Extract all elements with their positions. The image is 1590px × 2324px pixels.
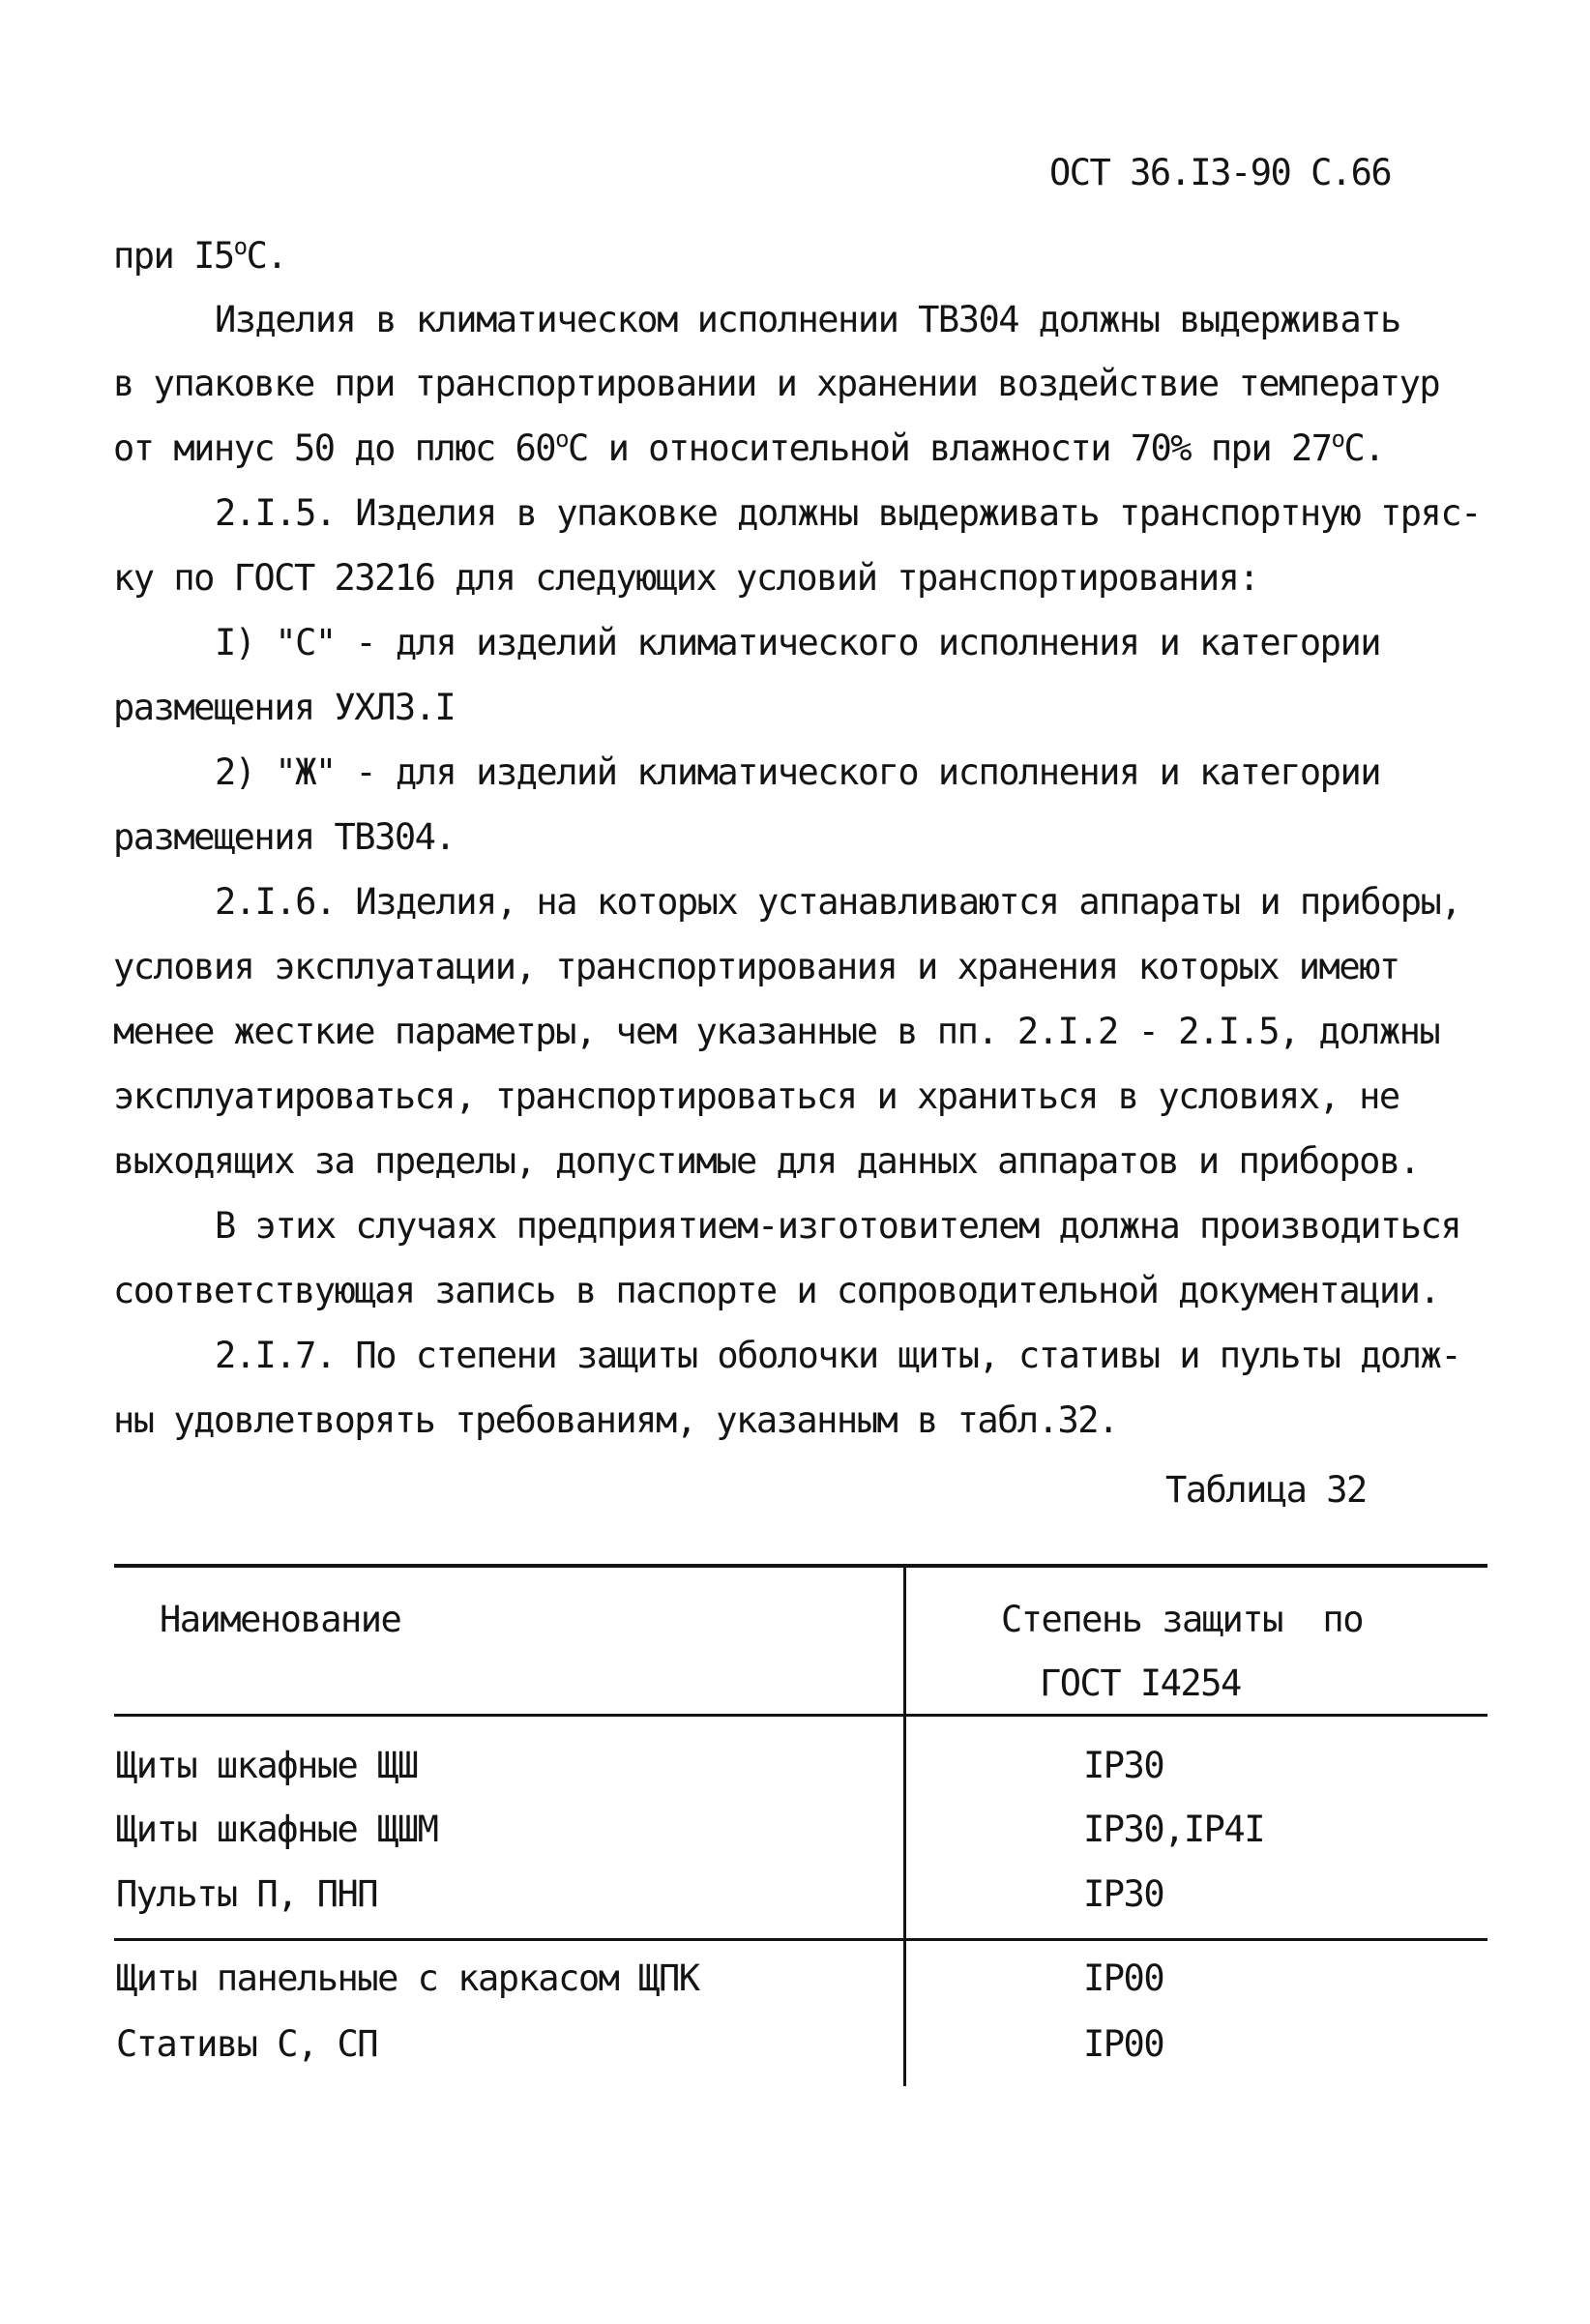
table-header-rule — [114, 1714, 1487, 1717]
body-line: 2) "Ж" - для изделий климатического исполнения и категории — [215, 751, 1381, 793]
body-line: ку по ГОСТ 23216 для следующих условий транспортирования: — [113, 557, 1259, 599]
page-header-ref: ОСТ 36.I3-90 С.66 — [1049, 152, 1392, 193]
table-row-name: Щиты шкафные ЩШ — [116, 1745, 418, 1786]
body-line: 2.I.5. Изделия в упаковке должны выдерживать транспортную тряс- — [215, 492, 1481, 534]
body-line: 2.I.6. Изделия, на которых устанавливаются аппараты и приборы, — [215, 881, 1461, 923]
body-line: выходящих за пределы, допустимые для данных аппаратов и приборов. — [113, 1140, 1420, 1182]
table-row-name: Стативы С, СП — [116, 2023, 378, 2065]
body-line: В этих случаях предприятием-изготовителем должна производиться — [215, 1205, 1461, 1247]
body-line: менее жесткие параметры, чем указанные в пп. 2.I.2 - 2.I.5, должны — [113, 1011, 1440, 1052]
body-line: I) "С" - для изделий климатического исполнения и категории — [215, 622, 1381, 663]
table-header-name: Наименование — [160, 1599, 401, 1640]
table-row-value: IP30,IP4I — [1083, 1809, 1264, 1850]
table-header-protection-line2: ГОСТ I4254 — [1040, 1662, 1241, 1704]
body-line: условия эксплуатации, транспортирования и хранения которых имеют — [113, 946, 1399, 987]
body-line: Изделия в климатическом исполнении ТВ304 должны выдерживать — [215, 299, 1400, 340]
table-row-name: Щиты панельные с каркасом ЩПК — [116, 1957, 699, 1999]
body-line: размещения УХЛ3.I — [113, 687, 456, 728]
table-row-value: IP00 — [1083, 2023, 1164, 2065]
table-caption: Таблица 32 — [1165, 1469, 1367, 1511]
table-row-name: Пульты П, ПНП — [116, 1873, 378, 1915]
body-line: в упаковке при транспортировании и хранении воздействие температур — [113, 363, 1440, 404]
body-line: эксплуатироваться, транспортироваться и храниться в условиях, не — [113, 1075, 1399, 1117]
body-line: при I5$^o$С. — [113, 233, 287, 277]
body-line: соответствующая запись в паспорте и сопроводительной документации. — [113, 1270, 1440, 1311]
body-line: размещения ТВ304. — [113, 816, 456, 858]
table-column-divider — [903, 1564, 906, 2086]
body-line: 2.I.7. По степени защиты оболочки щиты, стативы и пульты долж- — [215, 1335, 1461, 1376]
body-line: от минус 50 до плюс 60$^o$С и относительной влажности 70% при 27$^o$С. — [113, 426, 1385, 469]
table-row-value: IP00 — [1083, 1957, 1164, 1999]
table-top-rule — [114, 1564, 1487, 1568]
table-row-name: Щиты шкафные ЩШМ — [116, 1809, 438, 1850]
body-line: ны удовлетворять требованиям, указанным в табл.32. — [113, 1399, 1118, 1441]
table-row-value: IP30 — [1083, 1873, 1164, 1915]
table-header-protection-line1: Степень защиты по — [1001, 1599, 1363, 1640]
table-row-value: IP30 — [1083, 1745, 1164, 1786]
table-group-rule — [114, 1938, 1487, 1941]
